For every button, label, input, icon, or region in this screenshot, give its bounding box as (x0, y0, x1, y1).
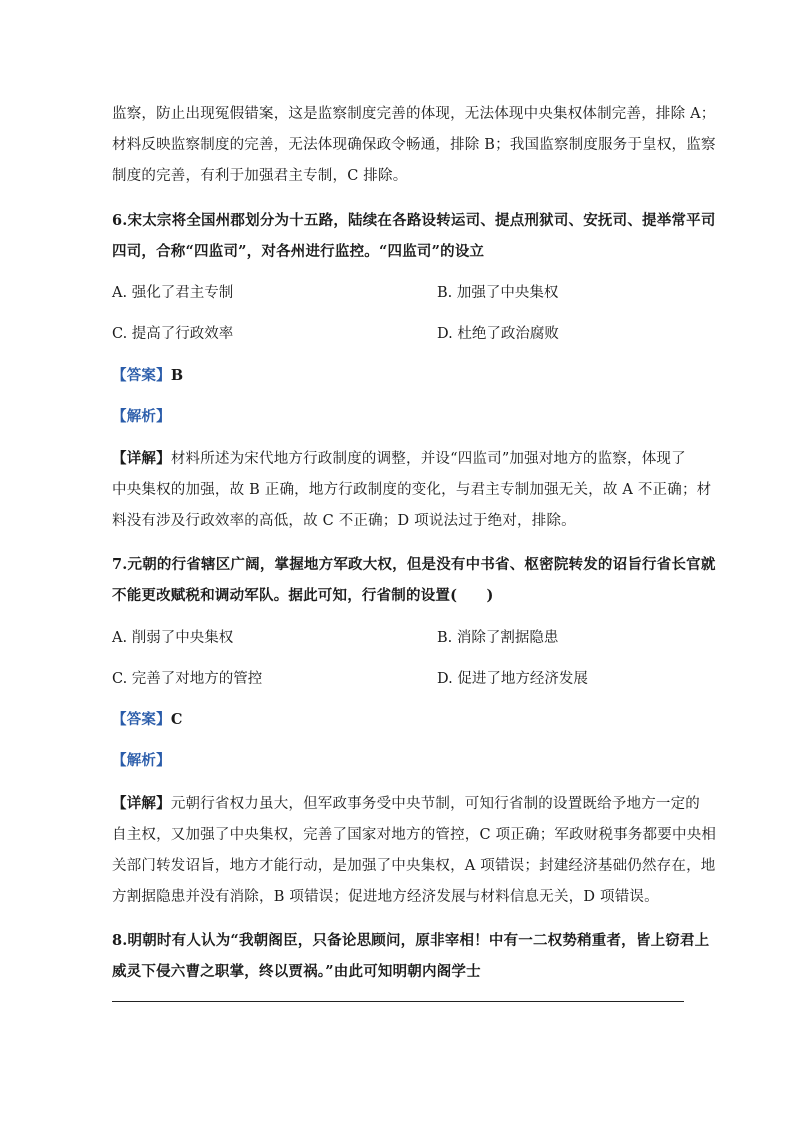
q6-option-b: B. 加强了中央集权 (437, 285, 559, 301)
question-7-line-1: 7.元朝的行省辖区广阔，掌握地方军政大权，但是没有中书省、枢密院转发的诏旨行省长官就 (112, 556, 716, 573)
q6-detail-line-1 (112, 447, 686, 468)
q6-option-a: A. 强化了君主专制 (112, 285, 234, 301)
q7-detail-line-4: 方割据隐患并没有消除，B 项错误；促进地方经济发展与材料信息无关，D 项错误。 (112, 889, 659, 905)
q7-option-b: B. 消除了割据隐患 (437, 630, 559, 646)
q7-analysis-label: 【解析】 (112, 752, 171, 769)
question-8-line-2: 威灵下侵六曹之职掌，终以贾祸。”由此可知明朝内阁学士 (112, 963, 481, 980)
question-6-line-1: 6.宋太宗将全国州郡划分为十五路，陆续在各路设转运司、提点刑狱司、安抚司、提举常平司 (112, 212, 716, 229)
q6-option-c: C. 提高了行政效率 (112, 326, 234, 342)
question-8-line-1: 8.明朝时有人认为“我朝阁臣，只备论思顾问，原非宰相！中有一二权势稍重者，皆上窃君上 (112, 932, 710, 949)
q7-option-c: C. 完善了对地方的管控 (112, 671, 263, 687)
q6-detail-text-1: 材料所述为宋代地方行政制度的调整，并设“四监司”加强对地方的监察，体现了 (170, 451, 686, 467)
q6-detail-label: 【详解】 (112, 450, 171, 467)
q7-detail-line-1 (112, 792, 700, 813)
q7-detail-line-2: 自主权，又加强了中央集权，完善了国家对地方的管控，C 项正确；军政财税事务都要中央相 (112, 827, 717, 843)
prev-analysis-line-2: 材料反映监察制度的完善，无法体现确保政令畅通，排除 B；我国监察制度服务于皇权，监察 (112, 137, 716, 153)
q6-detail-line-3: 料没有涉及行政效率的高低，故 C 不正确；D 项说法过于绝对，排除。 (112, 513, 576, 529)
q6-answer-label: 【答案】 (112, 367, 171, 384)
q6-answer (112, 364, 183, 385)
q6-analysis-label: 【解析】 (112, 408, 171, 425)
q7-answer-label: 【答案】 (112, 711, 171, 728)
q7-answer (112, 708, 183, 729)
q6-answer-value: B (170, 367, 184, 384)
q7-option-d: D. 促进了地方经济发展 (437, 671, 588, 687)
q7-answer-value: C (170, 711, 183, 728)
q6-detail-line-2: 中央集权的加强，故 B 正确，地方行政制度的变化，与君主专制加强无关，故 A 不正确；材 (112, 482, 712, 498)
q7-detail-text-1: 元朝行省权力虽大，但军政事务受中央节制，可知行省制的设置既给予地方一定的 (170, 796, 701, 812)
q7-detail-label: 【详解】 (112, 795, 171, 812)
footer-divider (112, 1001, 684, 1002)
question-7-line-2: 不能更改赋税和调动军队。据此可知，行省制的设置( ) (112, 587, 494, 604)
q6-option-d: D. 杜绝了政治腐败 (437, 326, 559, 342)
q7-option-a: A. 削弱了中央集权 (112, 630, 234, 646)
prev-analysis-line-3: 制度的完善，有利于加强君主专制，C 排除。 (112, 168, 408, 184)
prev-analysis-line-1: 监察，防止出现冤假错案，这是监察制度完善的体现，无法体现中央集权体制完善，排除 A； (112, 106, 716, 122)
q7-detail-line-3: 关部门转发诏旨，地方才能行动，是加强了中央集权，A 项错误；封建经济基础仍然存在，地 (112, 858, 716, 874)
question-6-line-2: 四司，合称“四监司”，对各州进行监控。“四监司”的设立 (112, 243, 485, 260)
